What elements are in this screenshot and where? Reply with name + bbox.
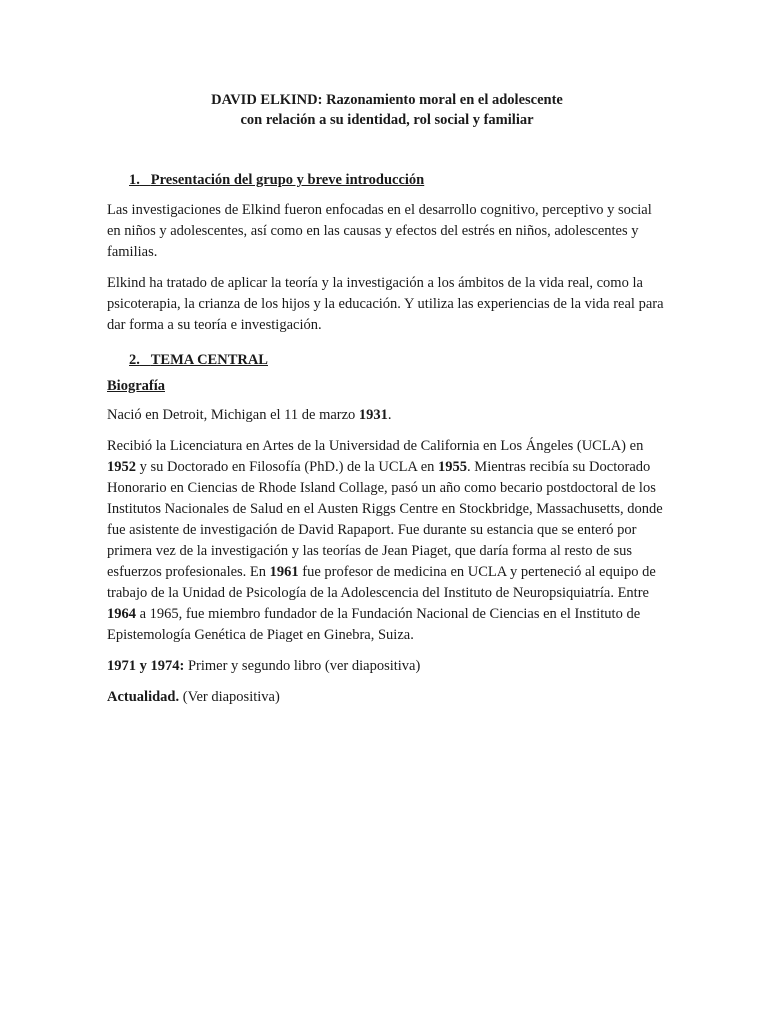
books-paragraph: [107, 656, 667, 677]
biography-subheading: Biografía: [107, 378, 165, 394]
title-line-1: DAVID ELKIND: Razonamiento moral en el adolescente: [211, 92, 563, 108]
title-line-2: con relación a su identidad, rol social y familiar: [240, 112, 534, 128]
bio-text-3: . Mientras recibía su Doctorado Honorario en Ciencias de Rhode Island Collage, pasó un año como becario postdoctoral de los Institutos Nacionales de Salud en el Austen Riggs Centre en Stockbridge, Massachusetts, donde fue asistente de investigación de David Rapaport. Fue durante su estancia que se enteró por primera vez de la investigación y las teorías de Jean Piaget, que daría forma al resto de sus esfuerzos profesionales. En: [107, 459, 663, 580]
document-page: [107, 90, 667, 718]
bio-text-5: a 1965, fue miembro fundador de la Fundación Nacional de Ciencias en el Instituto de Epistemología Genética de Piaget en Ginebra, Suiza.: [107, 606, 641, 643]
biography-paragraph: [107, 436, 667, 646]
section-1-heading: [129, 170, 667, 190]
birth-end: .: [387, 407, 392, 423]
bio-text-1: Recibió la Licenciatura en Artes de la Universidad de California en Los Ángeles (UCLA) en: [107, 438, 644, 454]
intro-paragraph-1: Las investigaciones de Elkind fueron enfocadas en el desarrollo cognitivo, perceptivo y social en niños y adolescentes, así como en las causas y efectos del estrés en niños, adolescentes y familias.: [107, 202, 652, 260]
section-2-number: 2.: [129, 352, 140, 368]
section-2-heading: [129, 350, 667, 370]
books-label: 1971 y 1974:: [107, 658, 185, 674]
birth-paragraph: [107, 405, 667, 426]
document-title: [107, 90, 667, 130]
current-label: Actualidad.: [107, 689, 180, 705]
section-1-title: Presentación del grupo y breve introducción: [150, 172, 425, 188]
books-text: Primer y segundo libro (ver diapositiva): [184, 658, 421, 674]
bio-text-4: fue profesor de medicina en UCLA y perteneció al equipo de trabajo de la Unidad de Psicología de la Adolescencia del Instituto de Neuropsiquiatría. Entre: [107, 564, 656, 601]
bio-text-2: y su Doctorado en Filosofía (PhD.) de la UCLA en: [136, 459, 439, 475]
current-paragraph: [107, 687, 667, 708]
bio-year-1952: 1952: [107, 459, 136, 475]
bio-year-1961: 1961: [269, 564, 299, 580]
bio-year-1955: 1955: [438, 459, 468, 475]
current-text: (Ver diapositiva): [179, 689, 280, 705]
bio-year-1964: 1964: [107, 606, 136, 622]
birth-year: 1931: [358, 407, 388, 423]
section-2-title: TEMA CENTRAL: [150, 352, 268, 368]
intro-paragraph-2: Elkind ha tratado de aplicar la teoría y la investigación a los ámbitos de la vida real, como la psicoterapia, la crianza de los hijos y la educación. Y utiliza las experiencias de la vida real para dar forma a su teoría e investigación.: [107, 275, 664, 333]
birth-text: Nació en Detroit, Michigan el 11 de marzo: [107, 407, 359, 423]
section-1-number: 1.: [129, 172, 140, 188]
